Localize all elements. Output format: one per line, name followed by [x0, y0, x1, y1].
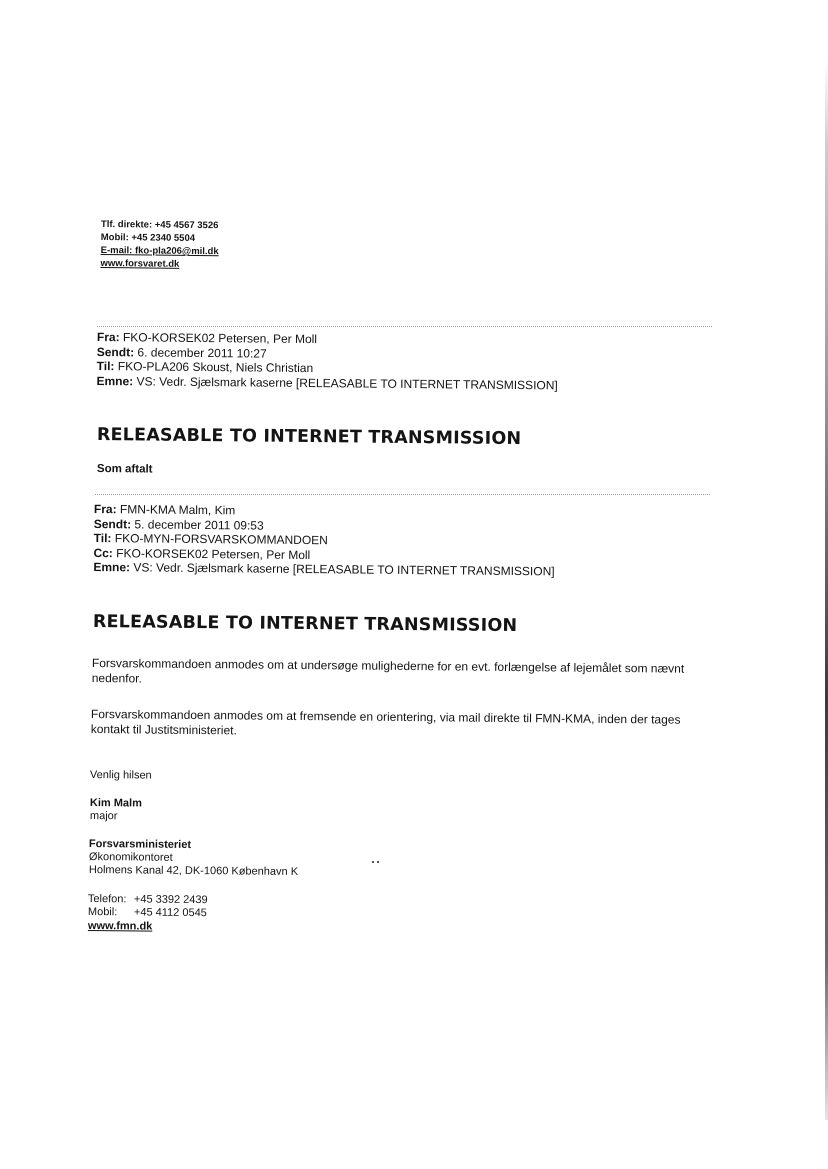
mobile-line: Mobil: +45 4112 0545	[87, 906, 207, 920]
email2-paragraph-2: Forsvarskommandoen anmodes om at fremsende en orientering, via mail direkte til FMN-KMA, inden der tages kontakt til Justitsministeriet.	[90, 707, 681, 738]
signer-rank: major	[89, 810, 118, 823]
scan-speck	[377, 861, 379, 863]
office: Økonomikontoret	[88, 851, 173, 864]
cc-value: FKO-KORSEK02 Petersen, Per Moll	[116, 545, 311, 562]
subject-line: Emne: VS: Vedr. Sjælsmark kaserne [RELEASABLE TO INTERNET TRANSMISSION]	[96, 373, 558, 392]
to-line: Til: FKO-PLA206 Skoust, Niels Christian	[96, 358, 314, 376]
sent-line: Sendt: 6. december 2011 10:27	[96, 344, 267, 361]
from-value: FMN-KMA Malm, Kim	[119, 502, 236, 518]
address: Holmens Kanal 42, DK-1060 København K	[88, 864, 299, 879]
phone-line: Telefon: +45 3392 2439	[87, 893, 208, 907]
cc-line: Cc: FKO-KORSEK02 Petersen, Per Moll	[93, 545, 311, 562]
classification-banner: RELEASABLE TO INTERNET TRANSMISSION	[96, 425, 522, 450]
subject-value: VS: Vedr. Sjælsmark kaserne [RELEASABLE TO INTERNET TRANSMISSION]	[136, 373, 558, 392]
subject-line: Emne: VS: Vedr. Sjælsmark kaserne [RELEASABLE TO INTERNET TRANSMISSION]	[93, 559, 555, 579]
phone-value: +45 3392 2439	[133, 893, 208, 907]
mobile-phone: Mobil: +45 2340 5504	[100, 231, 196, 244]
classification-banner: RELEASABLE TO INTERNET TRANSMISSION	[92, 612, 518, 637]
from-value: FKO-KORSEK02 Petersen, Per Moll	[122, 330, 318, 347]
header-divider	[95, 494, 710, 495]
sent-line: Sendt: 5. december 2011 09:53	[93, 516, 264, 533]
email1-body: Som aftalt	[96, 462, 153, 476]
first-signature	[100, 218, 219, 271]
from-line: Fra: FKO-KORSEK02 Petersen, Per Moll	[96, 330, 318, 347]
from-line: Fra: FMN-KMA Malm, Kim	[93, 502, 236, 518]
signer-name: Kim Malm	[89, 797, 142, 810]
website-link[interactable]: www.fmn.dk	[87, 920, 153, 933]
subject-value: VS: Vedr. Sjælsmark kaserne [RELEASABLE TO INTERNET TRANSMISSION]	[133, 560, 555, 579]
greeting: Venlig hilsen	[89, 769, 152, 782]
email2-header	[93, 502, 555, 579]
organisation: Forsvarsministeriet	[88, 838, 192, 851]
mobile-value: +45 4112 0545	[133, 906, 207, 920]
email-link[interactable]: E-mail: fko-pla206@mil.dk	[100, 244, 219, 258]
to-value: FKO-MYN-FORSVARSKOMMANDOEN	[114, 531, 328, 548]
direct-phone: Tlf. direkte: +45 4567 3526	[100, 218, 219, 232]
email1-header	[96, 330, 558, 392]
email2-paragraph-1: Forsvarskommandoen anmodes om at undersøge mulighederne for en evt. forlængelse af lejemålet som nævnt nedenfor.	[91, 656, 685, 686]
website-link[interactable]: www.forsvaret.dk	[100, 257, 180, 270]
header-divider	[97, 326, 712, 327]
scan-speck	[372, 861, 374, 863]
to-value: FKO-PLA206 Skoust, Niels Christian	[117, 359, 314, 376]
to-line: Til: FKO-MYN-FORSVARSKOMMANDOEN	[93, 530, 328, 548]
sent-value: 5. december 2011 09:53	[134, 516, 264, 533]
sent-value: 6. december 2011 10:27	[137, 344, 267, 361]
